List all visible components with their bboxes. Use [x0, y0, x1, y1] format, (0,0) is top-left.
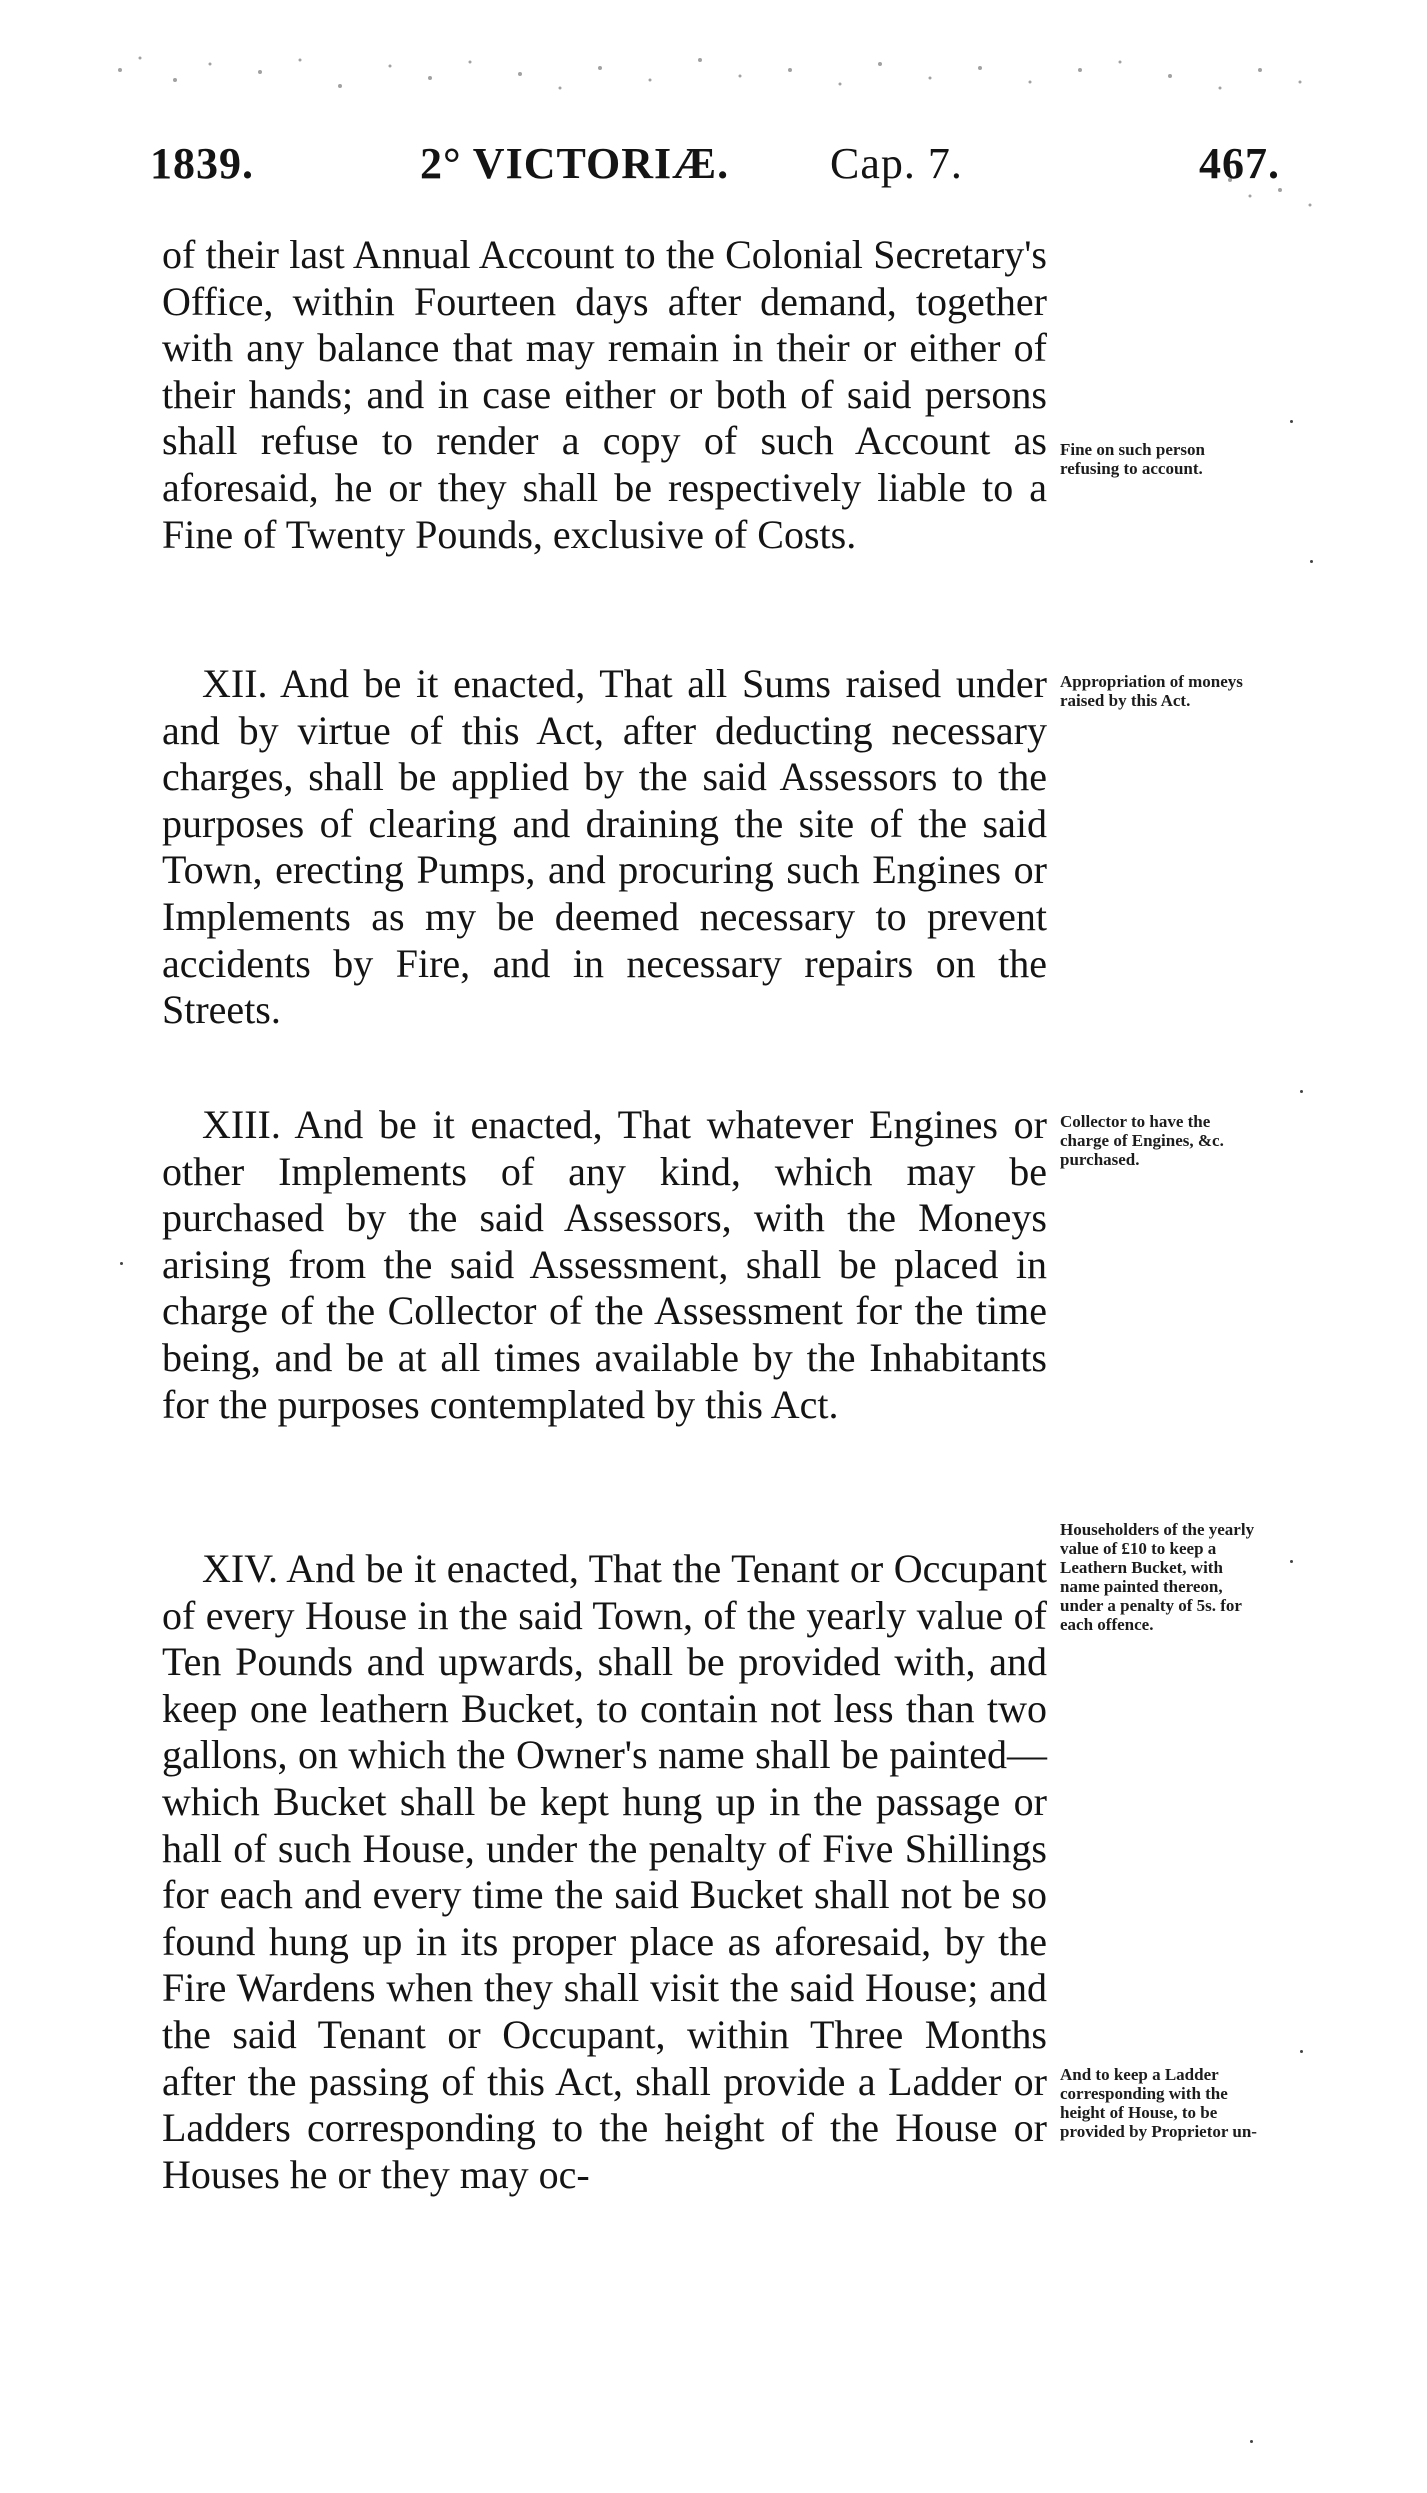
page-number: 467. — [1199, 139, 1280, 188]
running-head-year: 1839. — [150, 139, 254, 188]
margin-note-fine: Fine on such person refusing to account. — [1060, 440, 1205, 478]
running-head-reign: 2° VICTORIÆ. — [420, 139, 730, 188]
running-head-chapter: Cap. 7. — [830, 139, 963, 188]
paragraph-section-xiii: XIII. And be it enacted, That whatever Engines or other Implements of any kind, which may be purchased by the said Assessors, with the Moneys arising from the said Assessment, shall be placed in charge of the Collector of the Assessment for the time being, and be at all times available by the Inhabitants for the purposes contemplated by this Act. — [162, 1102, 1047, 1427]
margin-note-collector: Collector to have the charge of Engines, &c. purchased. — [1060, 1112, 1224, 1169]
paragraph-continuation: of their last Annual Account to the Colonial Secretary's Office, within Fourteen days after demand, together with any balance that may remain in their or either of their hands; and in case either or both of said persons shall refuse to render a copy of such Account as aforesaid, he or they shall be respectively liable to a Fine of Twenty Pounds, exclusive of Costs. — [162, 232, 1047, 557]
margin-note-ladder: And to keep a Ladder corresponding with the height of House, to be provided by Proprietor un- — [1060, 2065, 1257, 2141]
paragraph-section-xiv: XIV. And be it enacted, That the Tenant or Occupant of every House in the said Town, of the yearly value of Ten Pounds and upwards, shall be provided with, and keep one leathern Bucket, to contain not less than two gallons, on which the Owner's name shall be painted—which Bucket shall be kept hung up in the passage or hall of such House, under the penalty of Five Shillings for each and every time the said Bucket shall not be so found hung up in its proper place as aforesaid, by the Fire Wardens when they shall visit the said House; and the said Tenant or Occupant, within Three Months after the passing of this Act, shall provide a Ladder or Ladders corresponding to the height of the House or Houses he or they may oc- — [162, 1546, 1047, 2197]
running-head — [150, 138, 1280, 198]
margin-note-appropriation: Appropriation of moneys raised by this Act. — [1060, 672, 1243, 710]
margin-note-householders: Householders of the yearly value of £10 to keep a Leathern Bucket, with name painted thereon, under a penalty of 5s. for each offence. — [1060, 1520, 1255, 1634]
paragraph-section-xii: XII. And be it enacted, That all Sums raised under and by virtue of this Act, after deducting necessary charges, shall be applied by the said Assessors to the purposes of clearing and draining the site of the said Town, erecting Pumps, and procuring such Engines or Implements as my be deemed necessary to prevent accidents by Fire, and in necessary repairs on the Streets. — [162, 661, 1047, 1033]
